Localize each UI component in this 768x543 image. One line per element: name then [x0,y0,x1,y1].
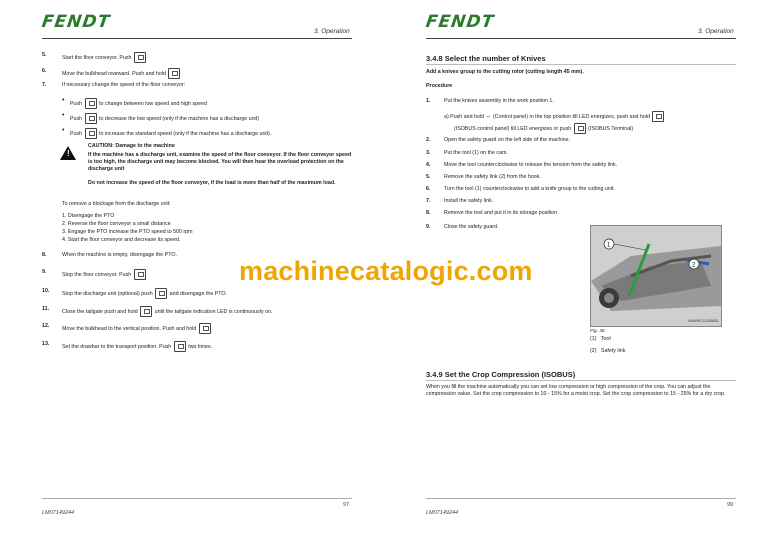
legend-item: (2) Safety link [590,348,626,354]
step-number: 13. [42,341,50,347]
isobus-terminal-icon [574,123,586,134]
step-11: Close the tailgate push and hold until the tailgate indication LED is continuously on. [62,306,272,317]
caution-text: Do not increase the speed of the floor conveyor, if the load is more than half of the maximum load. [88,180,336,186]
step-6: Move the bulkhead rearward. Push and hold [62,68,181,79]
step-number: 7. [42,82,47,88]
blockage-intro: To remove a blockage from the discharge unit: [62,201,171,207]
step-text: Remove the tool and put it in its storage position. [444,210,559,216]
figure-code: KAAHRC11S0B001 [688,319,719,323]
step-number: 1. [426,98,431,104]
step-number: 7. [426,198,431,204]
section-header: 3. Operation [314,28,350,35]
control-panel-switch-icon: ⇔ [485,113,492,120]
fendt-logo: FENDT [424,12,496,32]
callout-2: 2 [692,262,696,269]
blockage-step: 1. Disengage the PTO [62,213,115,219]
step-text: Remove the safety link (2) from the hook. [444,174,541,180]
blockage-step: 2. Reverse the floor conveyor a small distance [62,221,171,227]
step-13: Set the drawbar to the transport position. Push two times. [62,341,212,352]
heading-rule [426,64,736,65]
bullet-item: • Push to increase the standard speed (only if the machine has a discharge unit). [70,128,271,139]
blockage-step: 4. Start the floor conveyor and decrease its speed. [62,237,181,243]
section-heading: 3.4.9 Set the Crop Compression (ISOBUS) [426,370,576,379]
substep-a-line2: (ISOBUS control panel) till LED energizes or push (ISOBUS Terminal) [454,123,633,134]
step-number: 6. [426,186,431,192]
step-text: Put the knives assembly in the work position 1. [444,98,554,104]
isobus-control-icon [652,111,664,122]
step-number: 6. [42,68,47,74]
step-text: Put the tool (1) on the cam. [444,150,508,156]
header-rule [42,38,352,39]
legend-item: (1) Tool [590,336,611,342]
blockage-step: 3. Engage the PTO increase the PTO speed to 500 rpm [62,229,193,235]
section-heading: 3.4.8 Select the number of Knives [426,54,546,63]
step-text: Move the tool counterclockwise to release the tension from the safety link. [444,162,618,168]
caution-title: CAUTION: Damage to the machine [88,143,175,149]
speed-increase-icon [85,128,97,139]
step-number: 8. [42,252,47,258]
step-8: When the machine is empty, disengage the PTO. [62,252,177,258]
page-number: 97 [343,502,350,508]
body-text: When you fill the machine automatically you can set low compression or high compression of the crop. You can adjust the compression value. Set the crop compression to 10 - 15% for a moist crop. Set the crop compression to 15 - 25% for a dry crop. [426,384,726,397]
step-number: 5. [426,174,431,180]
step-number: 2. [426,137,431,143]
floor-conveyor-start-icon [134,52,146,63]
step-text: Close the safety guard. [444,224,499,230]
caution-text: If the machine has a discharge unit, examine the speed of the floor conveyor. If the floor conveyor speed is too high, the discharge unit may become blocked. You will then hear the overload protection on the discharge unit [88,152,352,172]
bullet-item: • Push to change between low speed and high speed [70,98,207,109]
step-text: Turn the tool (1) counterclockwise to add a knife group to the cutting unit. [444,186,615,192]
heading-rule [426,380,736,381]
warning-icon: ! [60,146,76,160]
footer-rule [42,498,352,499]
knife-mechanism-figure [590,225,722,327]
procedure-label: Procedure [426,83,453,89]
step-7: If necessary change the speed of the floor conveyor: [62,82,186,88]
figure-illustration [591,226,721,326]
bulkhead-vertical-icon [199,323,211,334]
figure-caption: Fig. 36 [590,329,605,334]
speed-decrease-icon [85,113,97,124]
step-number: 4. [426,162,431,168]
step-10: Stop the discharge unit (optional) push and disengage the PTO. [62,288,227,299]
step-text: Install the safety link. [444,198,494,204]
step-number: 9. [42,269,47,275]
step-number: 5. [42,52,47,58]
footer-rule [426,498,736,499]
step-12: Move the bulkhead to the vertical position. Push and hold [62,323,212,334]
step-text: Open the safety guard on the left side of the machine. [444,137,571,143]
step-9: Stop the floor conveyor. Push [62,269,147,280]
document-id: LM07149244 [42,510,75,516]
watermark: machinecatalogic.com [239,256,533,286]
section-header: 3. Operation [698,28,734,35]
bulkhead-rearward-icon [168,68,180,79]
page-number: 99 [727,502,734,508]
document-id: LM07149244 [426,510,459,516]
step-number: 10. [42,288,50,294]
step-number: 11. [42,306,50,312]
floor-conveyor-stop-icon [134,269,146,280]
step-number: 3. [426,150,431,156]
tailgate-close-icon [140,306,152,317]
intro-text: Add a knives group to the cutting rotor (cutting length 45 mm). [426,69,584,75]
step-number: 12. [42,323,50,329]
substep-a: a) Push and hold ⇔ (Control panel) in the top position till LED energizes, push and hold [444,111,665,122]
callout-1: 1 [607,242,611,249]
step-5: Start the floor conveyor. Push [62,52,147,63]
speed-toggle-icon [85,98,97,109]
header-rule [426,38,736,39]
step-number: 9. [426,224,431,230]
step-number: 8. [426,210,431,216]
drawbar-icon [174,341,186,352]
discharge-stop-icon [155,288,167,299]
bullet-item: • Push to decrease the low speed (only if the machine has a discharge unit) [70,113,259,124]
fendt-logo: FENDT [40,12,112,32]
